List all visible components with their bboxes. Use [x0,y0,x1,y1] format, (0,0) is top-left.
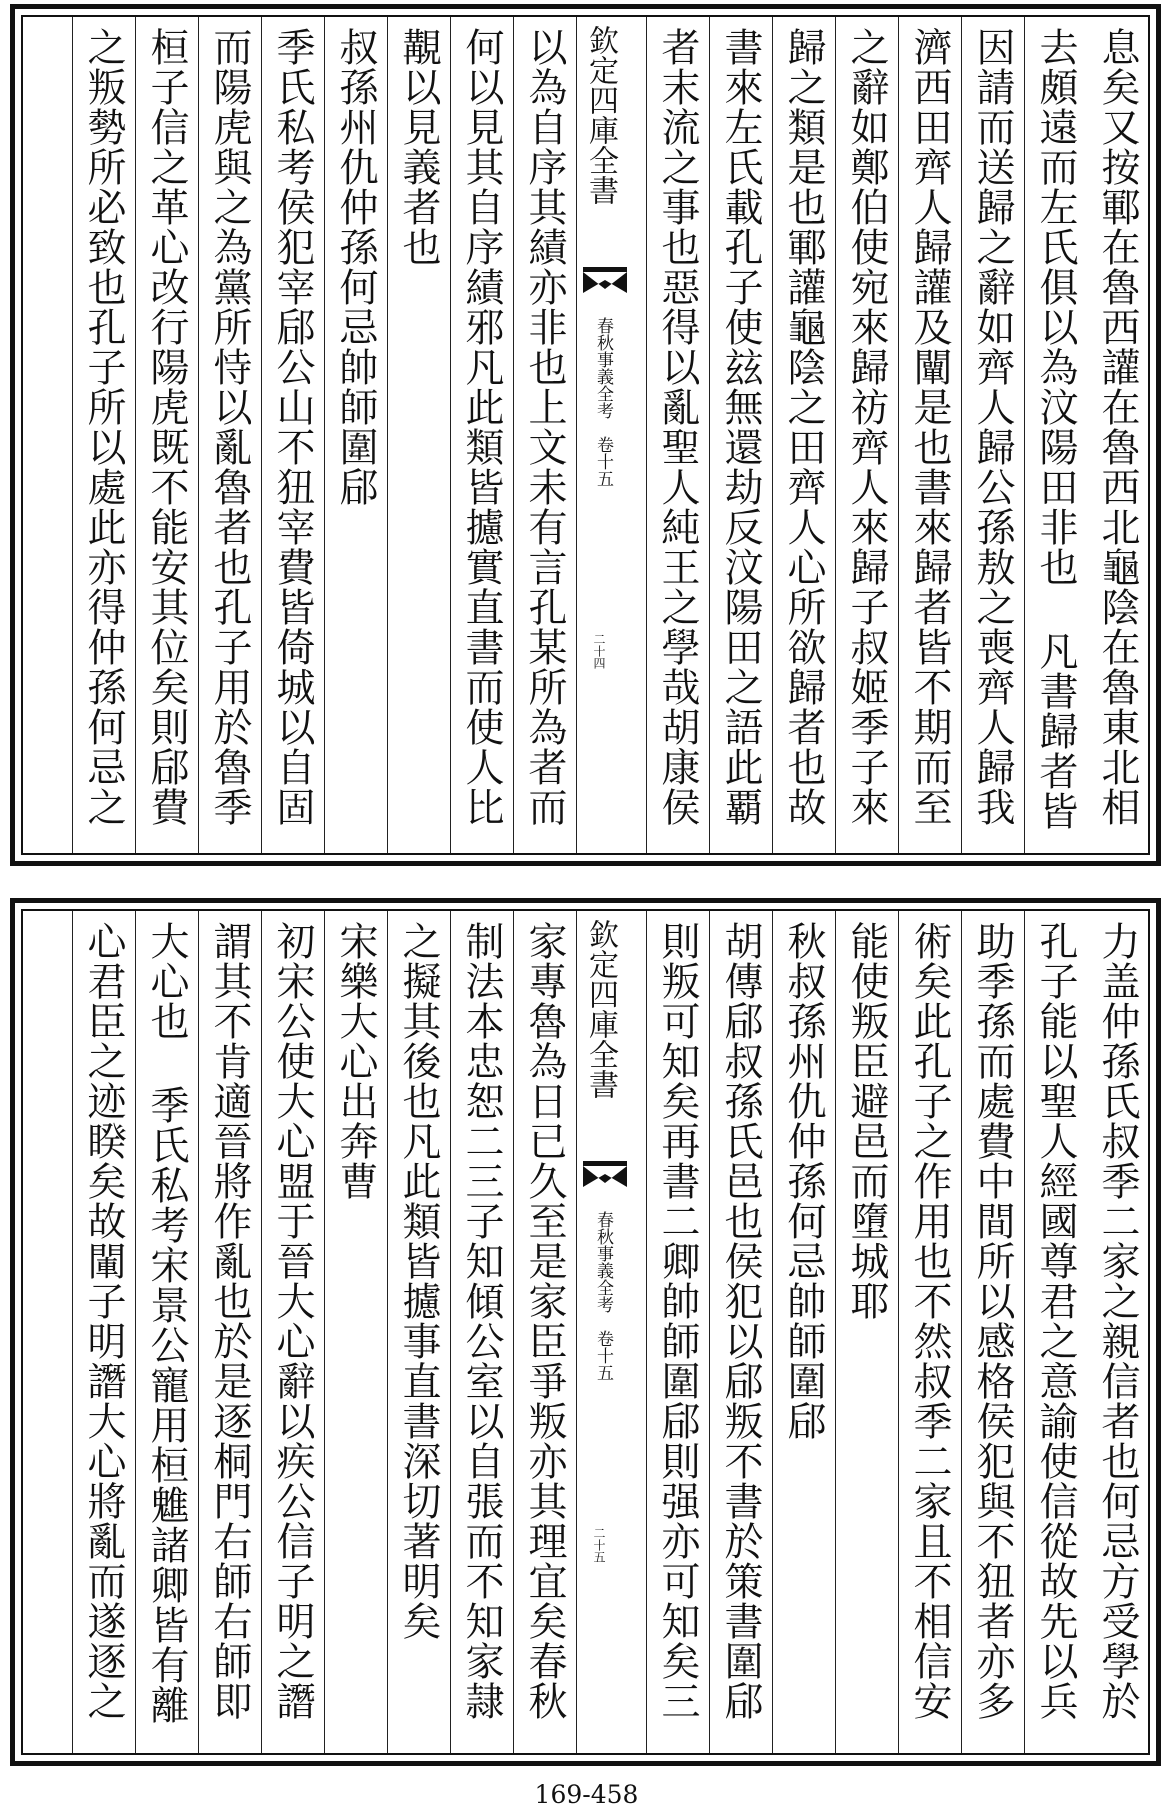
column-text: 則叛可知矣再書二卿帥師圍郈則强亦可知矣三 [655,921,700,1721]
center-fold [576,911,646,1753]
column-text [1025,17,1085,853]
column-text: 以為自序其績亦非也上文未有言孔某所為者而 [522,27,567,827]
column-text: 桓子信之革心改行陽虎既不能安其位矣則郈費 [144,27,189,827]
column-text: 之辭如鄭伯使宛來歸祊齊人來歸子叔姬季子來 [844,27,889,827]
text-column [961,17,1024,853]
series-title: 欽定四庫全書 [583,919,618,1099]
fishtail-mark-icon [583,1161,627,1187]
column-text: 濟西田齊人歸讙及闡是也書來歸者皆不期而至 [907,27,952,827]
text-column [198,17,261,853]
book-title: 春秋事義全考 [593,1211,613,1313]
text-column [772,911,835,1753]
text-column [646,911,709,1753]
book-title-block [591,1211,615,1381]
column-text: 之擬其後也凡此類皆攄事直書深切著明矣 [396,921,441,1641]
text-column [450,911,513,1753]
column-text [136,911,196,1753]
column-heading: 宋樂大心出奔曹 [333,921,378,1201]
book-title-block [591,317,615,487]
text-column [513,911,576,1753]
column-text: 家專魯為日已久至是家臣爭叛亦其理宜矣春秋 [522,921,567,1721]
column-text: 術矣此孔子之作用也不然叔季二家且不相信安 [907,921,952,1721]
text-column [387,911,450,1753]
text-segment: 凡書歸者皆 [1033,631,1078,831]
column-text: 何以見其自序績邪凡此類皆攄實直書而使人比 [459,27,504,827]
text-column [1087,911,1150,1753]
column-text: 謂其不肯適晉將作亂也於是逐桐門右師右師即 [207,921,252,1721]
text-column [324,911,387,1753]
column-text: 息矣又按鄆在魯西讙在魯西北龜陰在魯東北相 [1095,27,1140,827]
page-number: 二十五 [592,1527,606,1563]
text-column [450,17,513,853]
column-text: 助季孫而處費中間所以感格侯犯與不狃者亦多 [970,921,1015,1721]
column-text: 覯以見義者也 [396,27,441,267]
series-title: 欽定四庫全書 [583,25,618,205]
column-text: 之叛勢所必致也孔子所以處此亦得仲孫何忌之 [81,27,126,827]
text-column [835,911,898,1753]
text-column [898,911,961,1753]
volume-label: 卷十五 [593,1330,613,1381]
text-column [513,17,576,853]
text-column [387,17,450,853]
page-top-text-frame [21,15,1150,855]
column-text: 書來左氏載孔子使玆無還劫反汶陽田之語此覇 [718,27,763,827]
volume-label: 卷十五 [593,436,613,487]
text-column [709,17,772,853]
column-text: 初宋公使大心盟于晉大心辭以疾公信子明之譖 [270,921,315,1721]
page-bottom [10,898,1161,1766]
column-text: 力盖仲孫氏叔季二家之親信者也何忌方受學於 [1095,921,1140,1721]
text-column [72,911,135,1753]
text-column [772,17,835,853]
text-column [1024,17,1087,853]
column-text: 季氏私考侯犯宰郈公山不狃宰費皆倚城以自固 [270,27,315,827]
text-segment: 季氏私考宋景公寵用桓魋諸卿皆有離 [144,1085,189,1725]
text-column [709,911,772,1753]
text-segment: 去頗遠而左氏俱以為汶陽田非也 [1033,27,1078,587]
page-number: 二十四 [592,633,606,669]
text-column [835,17,898,853]
page-top [10,4,1161,866]
fishtail-mark-icon [583,267,627,293]
column-text: 歸之類是也鄆讙龜陰之田齊人心所欲歸者也故 [781,27,826,827]
page-bottom-text-frame [21,909,1150,1755]
column-text: 能使叛臣避邑而墮城耶 [844,921,889,1321]
text-column [1087,17,1150,853]
text-column [72,17,135,853]
text-column [961,911,1024,1753]
column-heading: 叔孫州仇仲孫何忌帥師圍郈 [333,27,378,507]
folio-number: 169-458 [534,1780,639,1809]
text-column [261,17,324,853]
column-text: 心君臣之迹睽矣故閳子明譖大心將亂而遂逐之 [81,921,126,1721]
column-text: 制法本忠恕二三子知傾公室以自張而不知家隷 [459,921,504,1721]
text-column [324,17,387,853]
column-text: 孔子能以聖人經國尊君之意諭使信從故先以兵 [1033,921,1078,1721]
column-text: 胡傳郈叔孫氏邑也侯犯以郈叛不書於策書圍郈 [718,921,763,1721]
text-column [261,911,324,1753]
text-column [898,17,961,853]
center-fold [576,17,646,853]
text-column [198,911,261,1753]
column-text: 因請而送歸之辭如齊人歸公孫敖之喪齊人歸我 [970,27,1015,827]
column-heading: 秋叔孫州仇仲孫何忌帥師圍郈 [781,921,826,1441]
column-text: 者末流之事也惡得以亂聖人純王之學哉胡康侯 [655,27,700,827]
text-column [135,17,198,853]
text-segment: 大心也 [144,921,189,1041]
text-column [135,911,198,1753]
text-column [646,17,709,853]
column-text: 而陽虎與之為黨所恃以亂魯者也孔子用於魯季 [207,27,252,827]
text-column [1024,911,1087,1753]
book-title: 春秋事義全考 [593,317,613,419]
